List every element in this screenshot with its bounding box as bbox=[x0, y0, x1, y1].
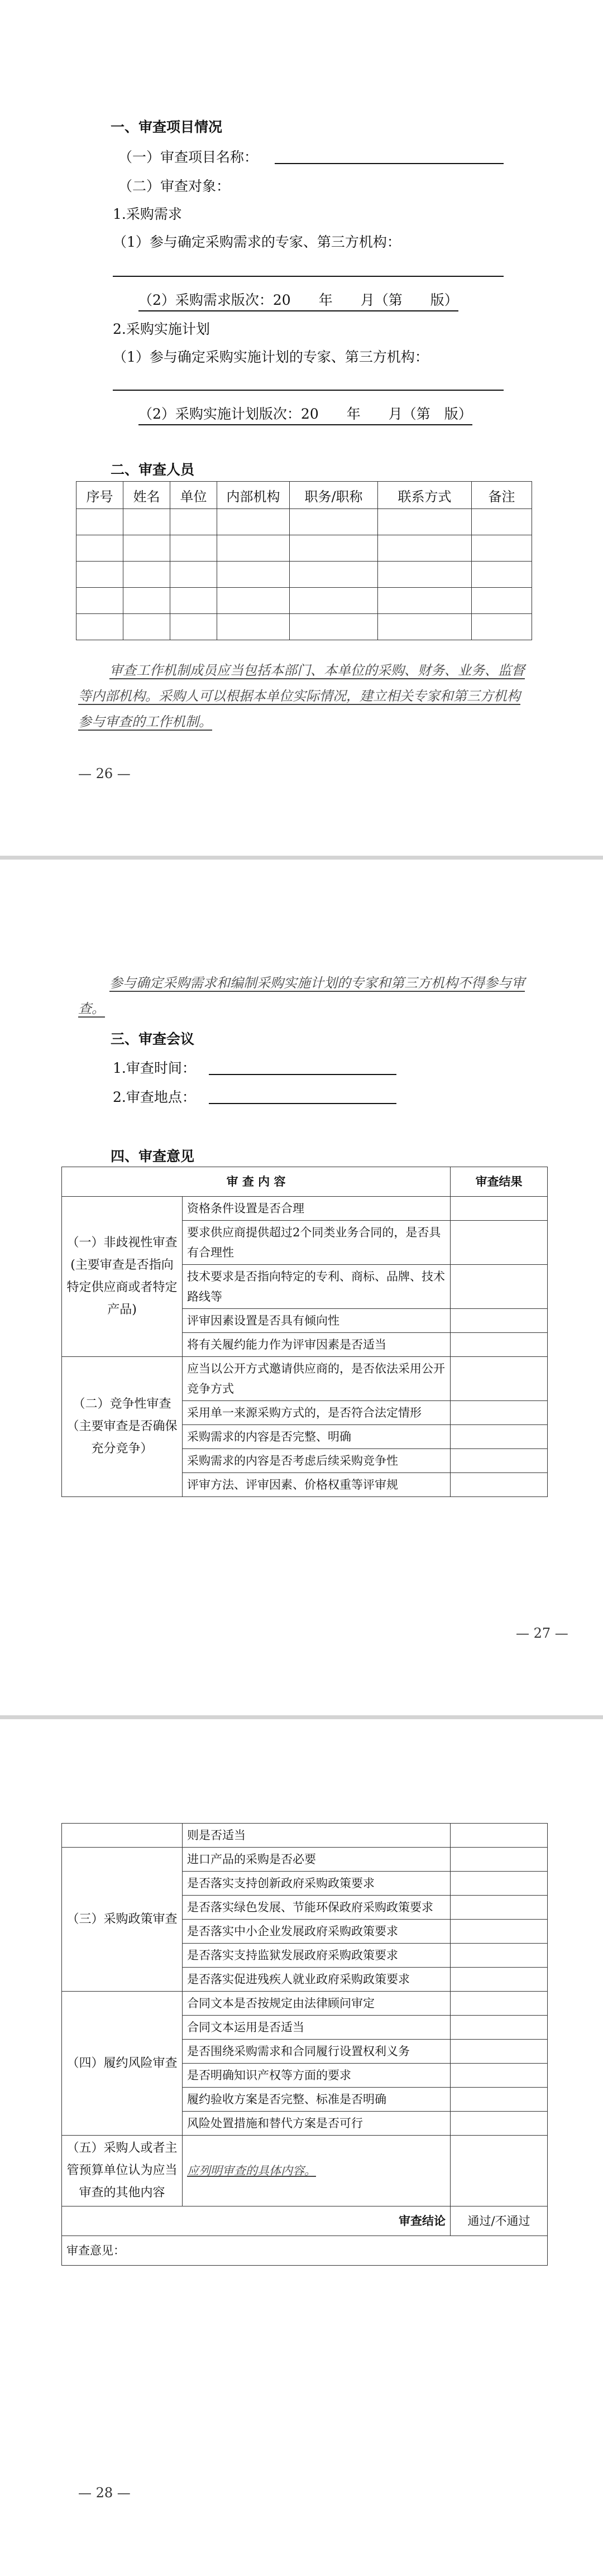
review-item: 要求供应商提供超过2个同类业务合同的，是否具有合理性 bbox=[183, 1221, 451, 1265]
review-table-continued bbox=[61, 1823, 548, 2266]
item-project-name-label: （一）审查项目名称： bbox=[118, 149, 259, 165]
meeting-place-label: 2.审查地点： bbox=[113, 1089, 196, 1105]
needs-experts-label: （1）参与确定采购需求的专家、第三方机构： bbox=[113, 234, 401, 250]
review-item: 履约验收方案是否完整、标准是否明确 bbox=[183, 2088, 451, 2112]
review-item: 采用单一来源采购方式的，是否符合法定情形 bbox=[183, 1401, 451, 1425]
review-item: 是否落实促进残疾人就业政府采购政策要求 bbox=[183, 1968, 451, 1992]
continued-note: 参与确定采购需求和编制采购实施计划的专家和第三方机构不得参与审查。 bbox=[78, 975, 525, 1016]
staff-note: 审查工作机制成员应当包括本部门、本单位的采购、财务、业务、监督等内部机构。采购人可以根据本单位实际情况，建立相关专家和第三方机构参与审查的工作机制。 bbox=[78, 663, 525, 730]
page-number: — 28 — bbox=[78, 2485, 131, 2501]
needs-version: （2）采购需求版次：20 年 月（第 版） bbox=[138, 289, 458, 311]
review-item: 技术要求是否指向特定的专利、商标、品牌、技术路线等 bbox=[183, 1265, 451, 1309]
conclusion-label: 审查结论 bbox=[62, 2206, 451, 2236]
section-3-title: 三、审查会议 bbox=[111, 1031, 195, 1047]
needs-experts-line bbox=[113, 276, 504, 277]
header-content: 审 查 内 容 bbox=[62, 1167, 451, 1197]
section-2-title: 二、审查人员 bbox=[111, 462, 195, 478]
table-row bbox=[62, 2136, 548, 2206]
table-row bbox=[62, 1848, 548, 1872]
plan-version: （2）采购实施计划版次：20 年 月（第 版） bbox=[138, 403, 472, 425]
page-28 bbox=[0, 1719, 603, 2576]
page-27 bbox=[0, 860, 603, 1715]
table-row bbox=[76, 588, 532, 614]
review-item: 将有关履约能力作为评审因素是否适当 bbox=[183, 1333, 451, 1357]
review-item: 是否落实中小企业发展政府采购政策要求 bbox=[183, 1920, 451, 1944]
page-number: — 27 — bbox=[516, 1625, 568, 1641]
project-name-line bbox=[275, 163, 504, 164]
staff-header-cell: 职务/职称 bbox=[290, 482, 378, 509]
table-row bbox=[76, 614, 532, 640]
conclusion-value: 通过/不通过 bbox=[451, 2206, 548, 2236]
review-item: 进口产品的采购是否必要 bbox=[183, 1848, 451, 1872]
review-item: 则是否适当 bbox=[183, 1824, 451, 1848]
review-item: 资格条件设置是否合理 bbox=[183, 1197, 451, 1221]
meeting-place-line bbox=[209, 1103, 396, 1104]
plan-experts-label: （1）参与确定采购实施计划的专家、第三方机构： bbox=[113, 349, 429, 365]
review-item: 评审方法、评审因素、价格权重等评审规 bbox=[183, 1473, 451, 1497]
meeting-time-label: 1.审查时间： bbox=[113, 1060, 196, 1076]
header-result: 审查结果 bbox=[451, 1167, 548, 1197]
item-review-object-label: （二）审查对象： bbox=[118, 178, 231, 194]
plan-experts-line bbox=[113, 390, 504, 391]
staff-header-cell: 内部机构 bbox=[217, 482, 290, 509]
review-item: 是否落实支持创新政府采购政策要求 bbox=[183, 1872, 451, 1896]
page-number: — 26 — bbox=[78, 766, 131, 781]
category-performance-risk: （四）履约风险审查 bbox=[62, 1992, 183, 2136]
review-item: 是否落实绿色发展、节能环保政府采购政策要求 bbox=[183, 1896, 451, 1920]
staff-table bbox=[76, 481, 532, 640]
table-row bbox=[76, 562, 532, 588]
category-competition: （二）竞争性审查（主要审查是否确保充分竞争） bbox=[62, 1357, 183, 1497]
section-1-title: 一、审查项目情况 bbox=[111, 119, 223, 135]
review-item: 应当以公开方式邀请供应商的，是否依法采用公开竞争方式 bbox=[183, 1357, 451, 1401]
review-table bbox=[61, 1167, 548, 1497]
other-content-note: 应列明审查的具体内容。 bbox=[183, 2136, 451, 2206]
plan-heading: 2.采购实施计划 bbox=[113, 321, 210, 337]
category-other: （五）采购人或者主管预算单位认为应当审查的其他内容 bbox=[62, 2136, 183, 2206]
staff-header-cell: 单位 bbox=[170, 482, 217, 509]
conclusion-row bbox=[62, 2206, 548, 2236]
review-header-row bbox=[62, 1167, 548, 1197]
review-item: 采购需求的内容是否考虑后续采购竞争性 bbox=[183, 1449, 451, 1473]
review-item: 合同文本是否按规定由法律顾问审定 bbox=[183, 1992, 451, 2016]
page-26 bbox=[0, 0, 603, 856]
staff-header-cell: 备注 bbox=[472, 482, 532, 509]
table-row bbox=[62, 1992, 548, 2016]
staff-header-row bbox=[76, 482, 532, 509]
procurement-needs-heading: 1.采购需求 bbox=[113, 206, 182, 222]
staff-header-cell: 序号 bbox=[76, 482, 123, 509]
table-row bbox=[62, 1357, 548, 1401]
review-item: 是否明确知识产权等方面的要求 bbox=[183, 2064, 451, 2088]
meeting-time-line bbox=[209, 1074, 396, 1075]
review-item: 评审因素设置是否具有倾向性 bbox=[183, 1309, 451, 1333]
section-4-title: 四、审查意见 bbox=[111, 1148, 195, 1164]
category-policy: （三）采购政策审查 bbox=[62, 1848, 183, 1992]
category-nondiscrimination: （一）非歧视性审查(主要审查是否指向特定供应商或者特定产品) bbox=[62, 1197, 183, 1357]
table-row bbox=[62, 1824, 548, 1848]
review-item: 风险处置措施和替代方案是否可行 bbox=[183, 2112, 451, 2136]
staff-header-cell: 联系方式 bbox=[378, 482, 472, 509]
review-item: 是否围绕采购需求和合同履行设置权利义务 bbox=[183, 2040, 451, 2064]
staff-header-cell: 姓名 bbox=[123, 482, 170, 509]
opinion-label: 审查意见： bbox=[62, 2236, 548, 2266]
review-item: 采购需求的内容是否完整、明确 bbox=[183, 1425, 451, 1449]
table-row bbox=[76, 535, 532, 562]
table-row bbox=[62, 1197, 548, 1221]
opinion-row bbox=[62, 2236, 548, 2266]
table-row bbox=[76, 509, 532, 535]
review-item: 是否落实支持监狱发展政府采购政策要求 bbox=[183, 1944, 451, 1968]
review-item: 合同文本运用是否适当 bbox=[183, 2016, 451, 2040]
